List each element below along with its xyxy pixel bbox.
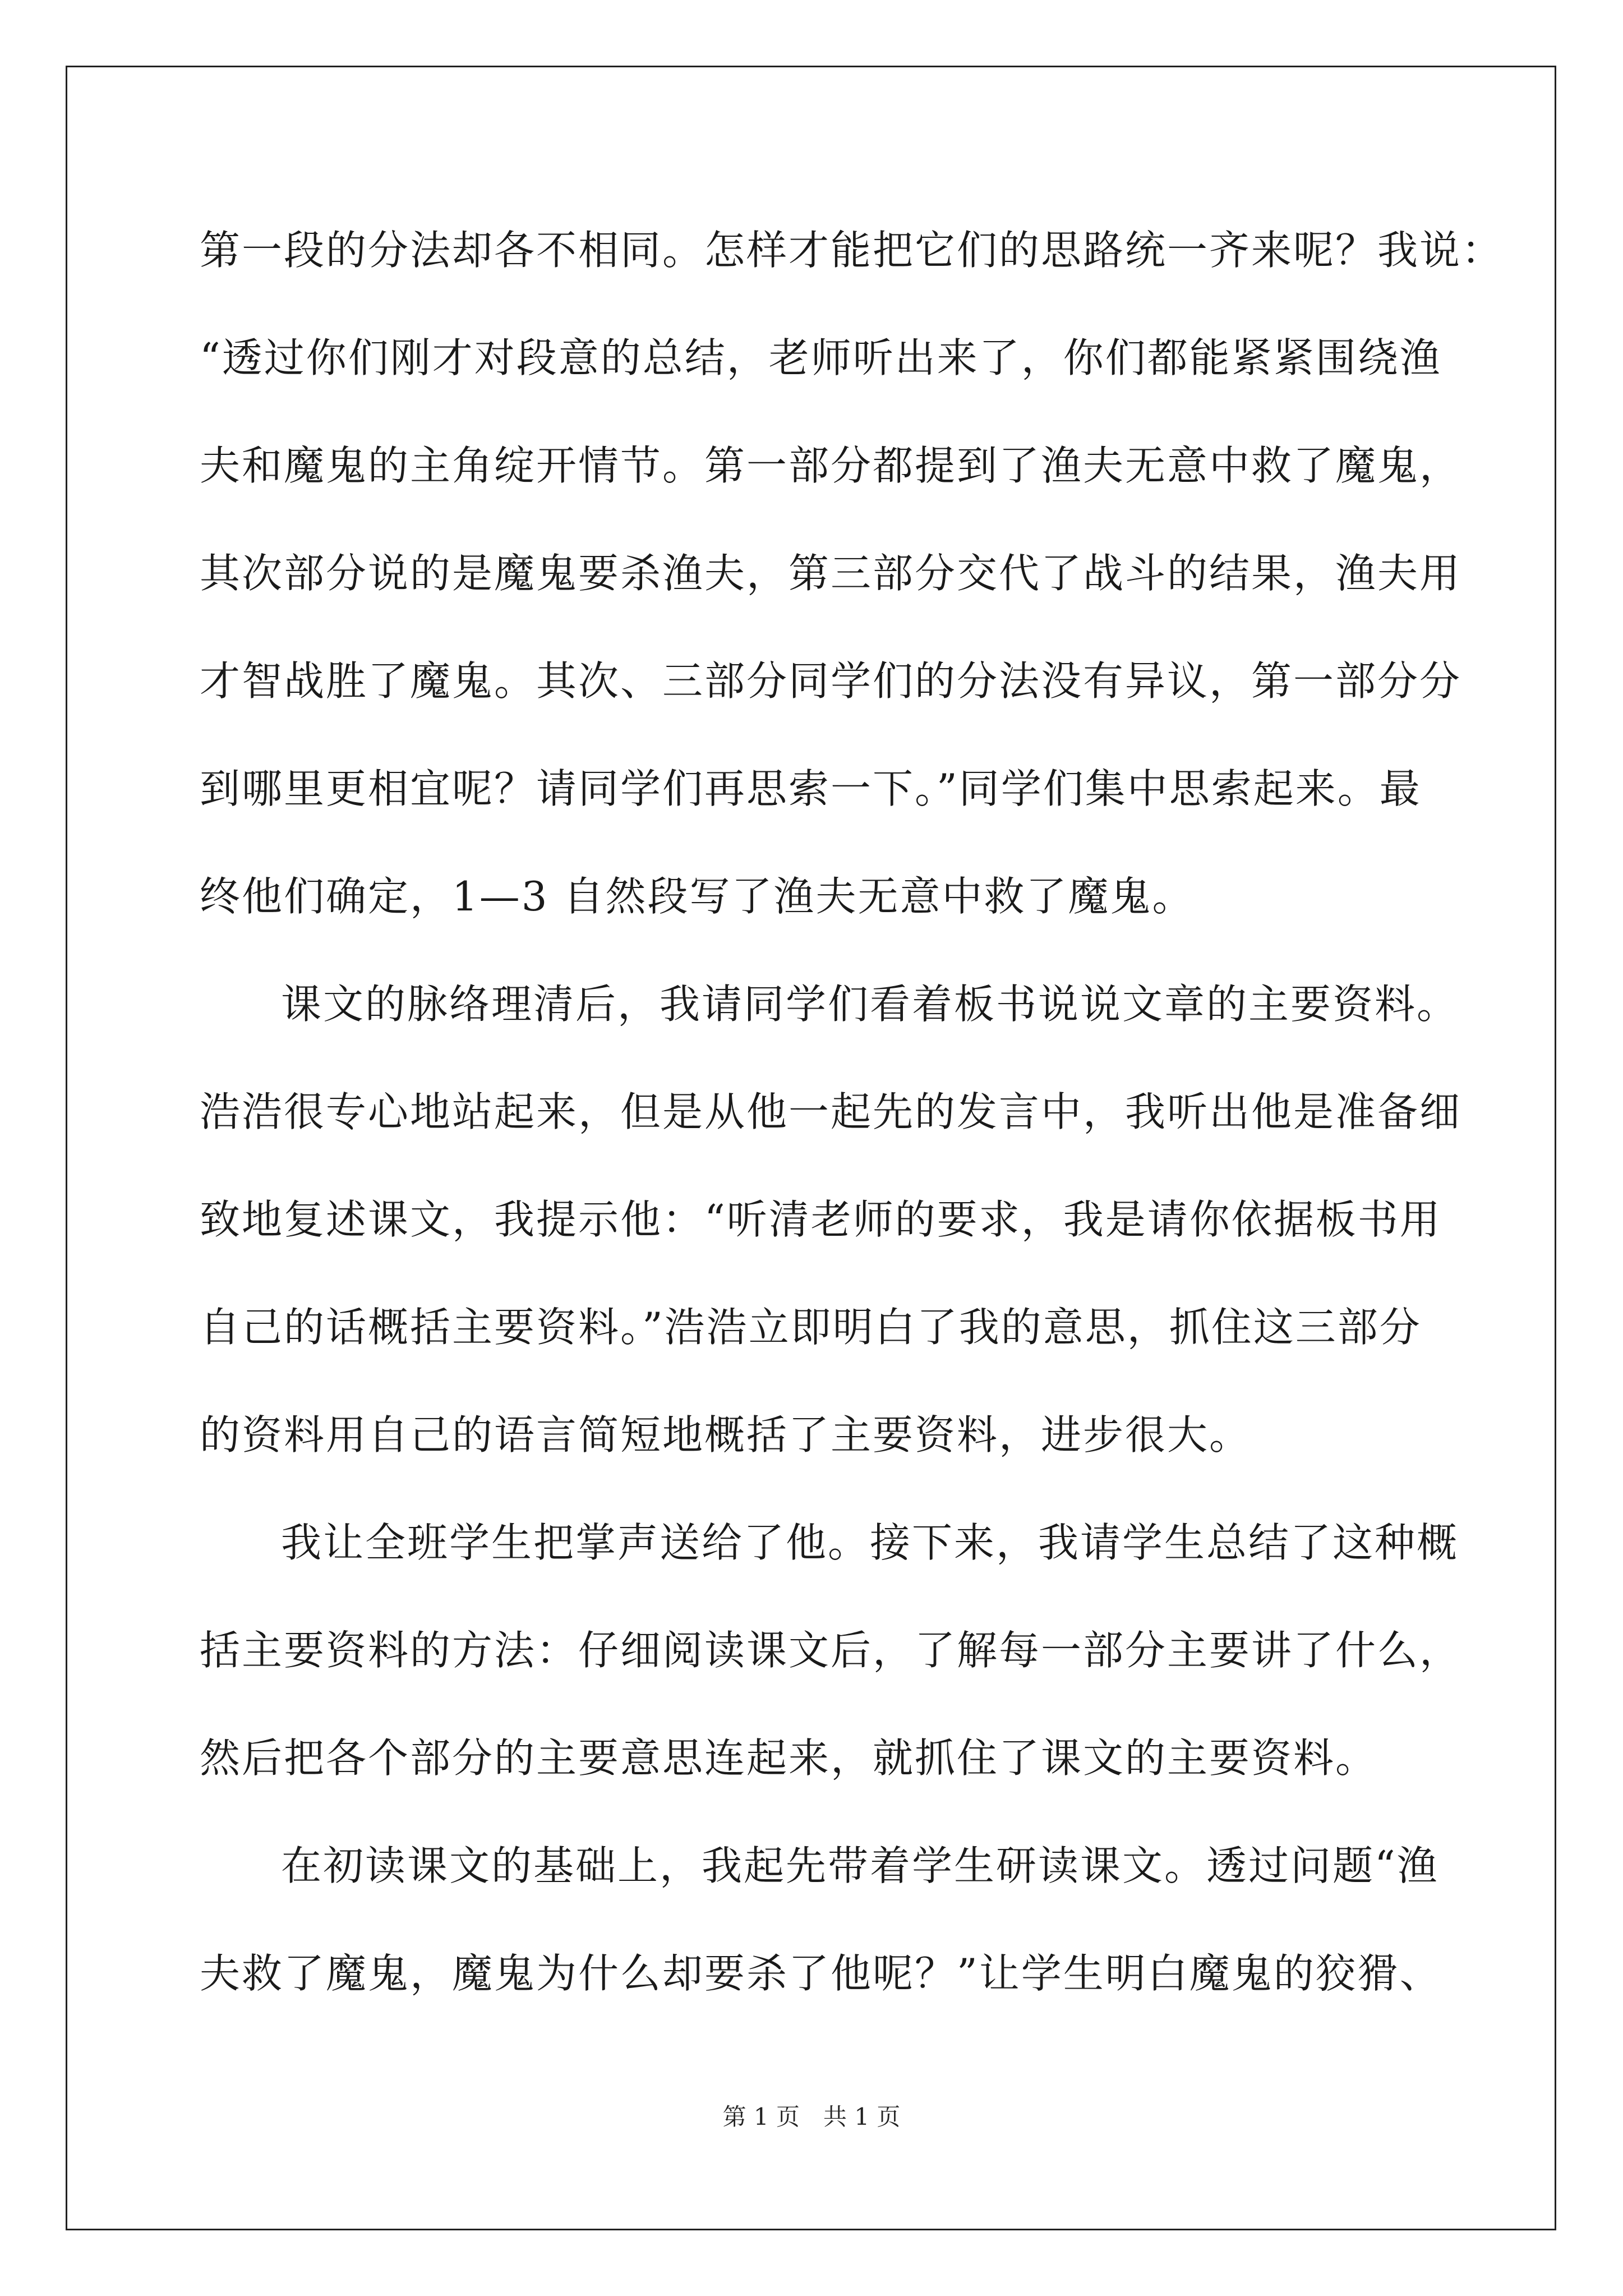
paragraph-start-line: 课文的脉络理清后，我请同学们看着板书说说文章的主要资料。 [281, 981, 1459, 1028]
text-line: “透过你们刚才对段意的总结，老师听出来了，你们都能紧紧围绕渔 [200, 334, 1442, 381]
text-line: 到哪里更相宜呢？请同学们再思索一下。”同学们集中思索起来。最 [200, 765, 1422, 812]
paragraph-start-line: 在初读课文的基础上，我起先带着学生研读课文。透过问题“渔 [281, 1842, 1439, 1889]
text-line: 浩浩很专心地站起来，但是从他一起先的发言中，我听出他是准备细 [200, 1088, 1462, 1135]
text-line: 才智战胜了魔鬼。其次、三部分同学们的分法没有异议，第一部分分 [200, 657, 1462, 705]
paragraph-start-line: 我让全班学生把掌声送给了他。接下来，我请学生总结了这种概 [281, 1519, 1459, 1566]
text-line: 夫和魔鬼的主角绽开情节。第一部分都提到了渔夫无意中救了魔鬼， [200, 442, 1462, 489]
text-line: 致地复述课文，我提示他：“听清老师的要求，我是请你依据板书用 [200, 1196, 1442, 1243]
text-line: 终他们确定，1—3 自然段写了渔夫无意中救了魔鬼。 [200, 873, 1195, 920]
text-line: 夫救了魔鬼，魔鬼为什么却要杀了他呢？”让学生明白魔鬼的狡猾、 [200, 1950, 1442, 1997]
text-line: 然后把各个部分的主要意思连起来，就抓住了课文的主要资料。 [200, 1734, 1378, 1782]
page-number-footer: 第 1 页 共 1 页 [722, 2103, 901, 2131]
page-border [66, 66, 1556, 2230]
text-line: 括主要资料的方法：仔细阅读课文后，了解每一部分主要讲了什么， [200, 1627, 1462, 1674]
text-line: 的资料用自己的语言简短地概括了主要资料，进步很大。 [200, 1411, 1252, 1458]
text-line: 其次部分说的是魔鬼要杀渔夫，第三部分交代了战斗的结果，渔夫用 [200, 550, 1462, 597]
text-line: 自己的话概括主要资料。”浩浩立即明白了我的意思，抓住这三部分 [200, 1304, 1422, 1351]
text-line: 第一段的分法却各不相同。怎样才能把它们的思路统一齐来呢？我说： [200, 227, 1504, 274]
